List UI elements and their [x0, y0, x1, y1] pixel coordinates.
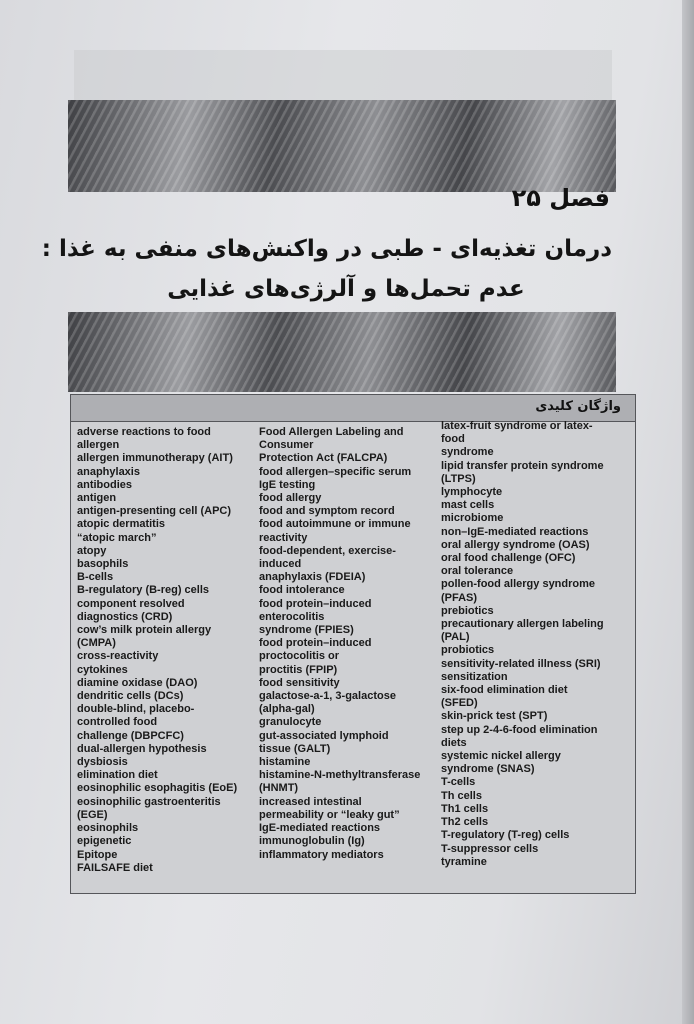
keyword-term: atopy	[77, 544, 107, 557]
keyword-term: microbiome	[441, 512, 504, 525]
keyword-term: food and symptom record	[259, 505, 395, 518]
keywords-column-2	[259, 426, 439, 862]
keyword-term: Consumer	[259, 439, 314, 452]
keyword-term: T-cells	[441, 776, 476, 789]
keyword-term: induced	[259, 558, 302, 571]
keyword-term: probiotics	[441, 644, 495, 657]
keyword-term: food allergy	[259, 492, 322, 505]
keyword-term: histamine	[259, 756, 311, 769]
keyword-term: T-regulatory (T-reg) cells	[441, 829, 570, 842]
decorative-texture-band-bottom	[68, 312, 616, 392]
keyword-term: antigen	[77, 492, 117, 505]
keyword-term: (SFED)	[441, 697, 478, 710]
keywords-column-3	[441, 420, 621, 869]
keyword-term: (PAL)	[441, 631, 470, 644]
chapter-title-line-1: درمان تغذیه‌ای - طبی در واکنش‌های منفی به غذا :	[41, 236, 612, 262]
keyword-term: non–IgE-mediated reactions	[441, 525, 589, 538]
keyword-term: proctitis (FPIP)	[259, 663, 338, 676]
keyword-term: increased intestinal	[259, 795, 362, 808]
keyword-term: food protein–induced	[259, 637, 372, 650]
keyword-term: Th1 cells	[441, 802, 489, 815]
keyword-term: diagnostics (CRD)	[77, 610, 173, 623]
keyword-term: dual-allergen hypothesis	[77, 742, 207, 755]
keyword-term: eosinophils	[77, 822, 139, 835]
keyword-term: allergen	[77, 439, 120, 452]
keyword-term: cow’s milk protein allergy	[77, 624, 212, 637]
keyword-term: food autoimmune or immune	[259, 518, 411, 531]
keyword-term: epigenetic	[77, 835, 132, 848]
keyword-term: (HNMT)	[259, 782, 299, 795]
keyword-term: skin-prick test (SPT)	[441, 710, 548, 723]
keyword-term: IgE-mediated reactions	[259, 822, 381, 835]
keywords-title: واژگان کلیدی	[535, 399, 621, 414]
keyword-term: lymphocyte	[441, 486, 503, 499]
keyword-term: diets	[441, 736, 467, 749]
keyword-term: pollen-food allergy syndrome	[441, 578, 596, 591]
keyword-term: inflammatory mediators	[259, 848, 384, 861]
show-through-band	[74, 50, 612, 102]
keyword-term: oral food challenge (OFC)	[441, 552, 576, 565]
keyword-term: (alpha-gal)	[259, 703, 315, 716]
keyword-term: (CMPA)	[77, 637, 116, 650]
keyword-term: gut-associated lymphoid	[259, 729, 389, 742]
keyword-term: sensitization	[441, 670, 508, 683]
keyword-term: allergen immunotherapy (AIT)	[77, 452, 233, 465]
keyword-term: antibodies	[77, 478, 133, 491]
decorative-texture-band-top	[68, 100, 616, 192]
keywords-column-1	[77, 426, 257, 875]
keyword-term: dysbiosis	[77, 756, 128, 769]
keyword-term: precautionary allergen labeling	[441, 618, 604, 631]
keyword-term: Protection Act (FALCPA)	[259, 452, 388, 465]
keyword-term: reactivity	[259, 531, 308, 544]
keyword-term: food sensitivity	[259, 676, 340, 689]
keyword-term: syndrome (SNAS)	[441, 763, 535, 776]
keywords-header	[71, 395, 635, 422]
keyword-term: (EGE)	[77, 808, 108, 821]
keyword-term: dendritic cells (DCs)	[77, 690, 184, 703]
keyword-term: immunoglobulin (Ig)	[259, 835, 365, 848]
keyword-term: Food Allergen Labeling and	[259, 426, 404, 438]
keyword-term: “atopic march”	[77, 531, 157, 544]
keyword-term: food protein–induced	[259, 597, 372, 610]
keyword-term: sensitivity-related illness (SRI)	[441, 657, 601, 670]
keyword-term: B-regulatory (B-reg) cells	[77, 584, 210, 597]
keyword-term: proctocolitis or	[259, 650, 340, 663]
keyword-term: prebiotics	[441, 604, 494, 617]
keyword-term: elimination diet	[77, 769, 158, 782]
keyword-term: food allergen–specific serum	[259, 465, 412, 478]
keyword-term: tissue (GALT)	[259, 742, 331, 755]
keyword-term: B-cells	[77, 571, 114, 584]
keyword-term: syndrome (FPIES)	[259, 624, 354, 637]
keyword-term: Th cells	[441, 789, 482, 802]
keyword-term: basophils	[77, 558, 129, 571]
keyword-term: step up 2-4-6-food elimination	[441, 723, 598, 736]
keyword-term: FAILSAFE diet	[77, 861, 153, 874]
keyword-term: double-blind, placebo-	[77, 703, 195, 716]
keyword-term: systemic nickel allergy	[441, 750, 561, 763]
keyword-term: controlled food	[77, 716, 158, 729]
chapter-title-line-2: عدم تحمل‌ها و آلرژی‌های غذایی	[167, 276, 525, 302]
keyword-term: tyramine	[441, 855, 487, 868]
keyword-term: cytokines	[77, 663, 128, 676]
keyword-term: eosinophilic gastroenteritis	[77, 795, 221, 808]
keyword-term: latex-fruit syndrome or latex-	[441, 420, 593, 432]
chapter-number: فصل ۲۵	[511, 184, 610, 212]
keyword-term: IgE testing	[259, 478, 316, 491]
keyword-term: oral allergy syndrome (OAS)	[441, 538, 590, 551]
keyword-term: food-dependent, exercise-	[259, 544, 396, 557]
keyword-term: oral tolerance	[441, 565, 514, 578]
keyword-term: atopic dermatitis	[77, 518, 166, 531]
keyword-term: antigen-presenting cell (APC)	[77, 505, 232, 518]
keyword-term: enterocolitis	[259, 610, 325, 623]
keyword-term: (PFAS)	[441, 591, 478, 604]
keyword-term: permeability or “leaky gut”	[259, 808, 400, 821]
keyword-term: challenge (DBPCFC)	[77, 729, 184, 742]
page-edge	[682, 0, 694, 1024]
keyword-term: syndrome	[441, 446, 494, 459]
keyword-term: food	[441, 433, 465, 446]
keyword-term: galactose-a-1, 3-galactose	[259, 690, 396, 703]
keyword-term: cross-reactivity	[77, 650, 159, 663]
keyword-term: lipid transfer protein syndrome	[441, 459, 604, 472]
keyword-term: granulocyte	[259, 716, 322, 729]
keyword-term: food intolerance	[259, 584, 345, 597]
keyword-term: anaphylaxis	[77, 465, 140, 478]
keyword-term: component resolved	[77, 597, 185, 610]
keyword-term: anaphylaxis (FDEIA)	[259, 571, 366, 584]
keyword-term: mast cells	[441, 499, 495, 512]
keyword-term: (LTPS)	[441, 472, 476, 485]
keyword-term: T-suppressor cells	[441, 842, 539, 855]
keyword-term: adverse reactions to food	[77, 426, 211, 438]
keyword-term: diamine oxidase (DAO)	[77, 676, 198, 689]
keyword-term: Th2 cells	[441, 816, 489, 829]
keyword-term: histamine-N-methyltransferase	[259, 769, 421, 782]
keyword-term: eosinophilic esophagitis (EoE)	[77, 782, 238, 795]
keyword-term: Epitope	[77, 848, 118, 861]
keyword-term: six-food elimination diet	[441, 684, 568, 697]
